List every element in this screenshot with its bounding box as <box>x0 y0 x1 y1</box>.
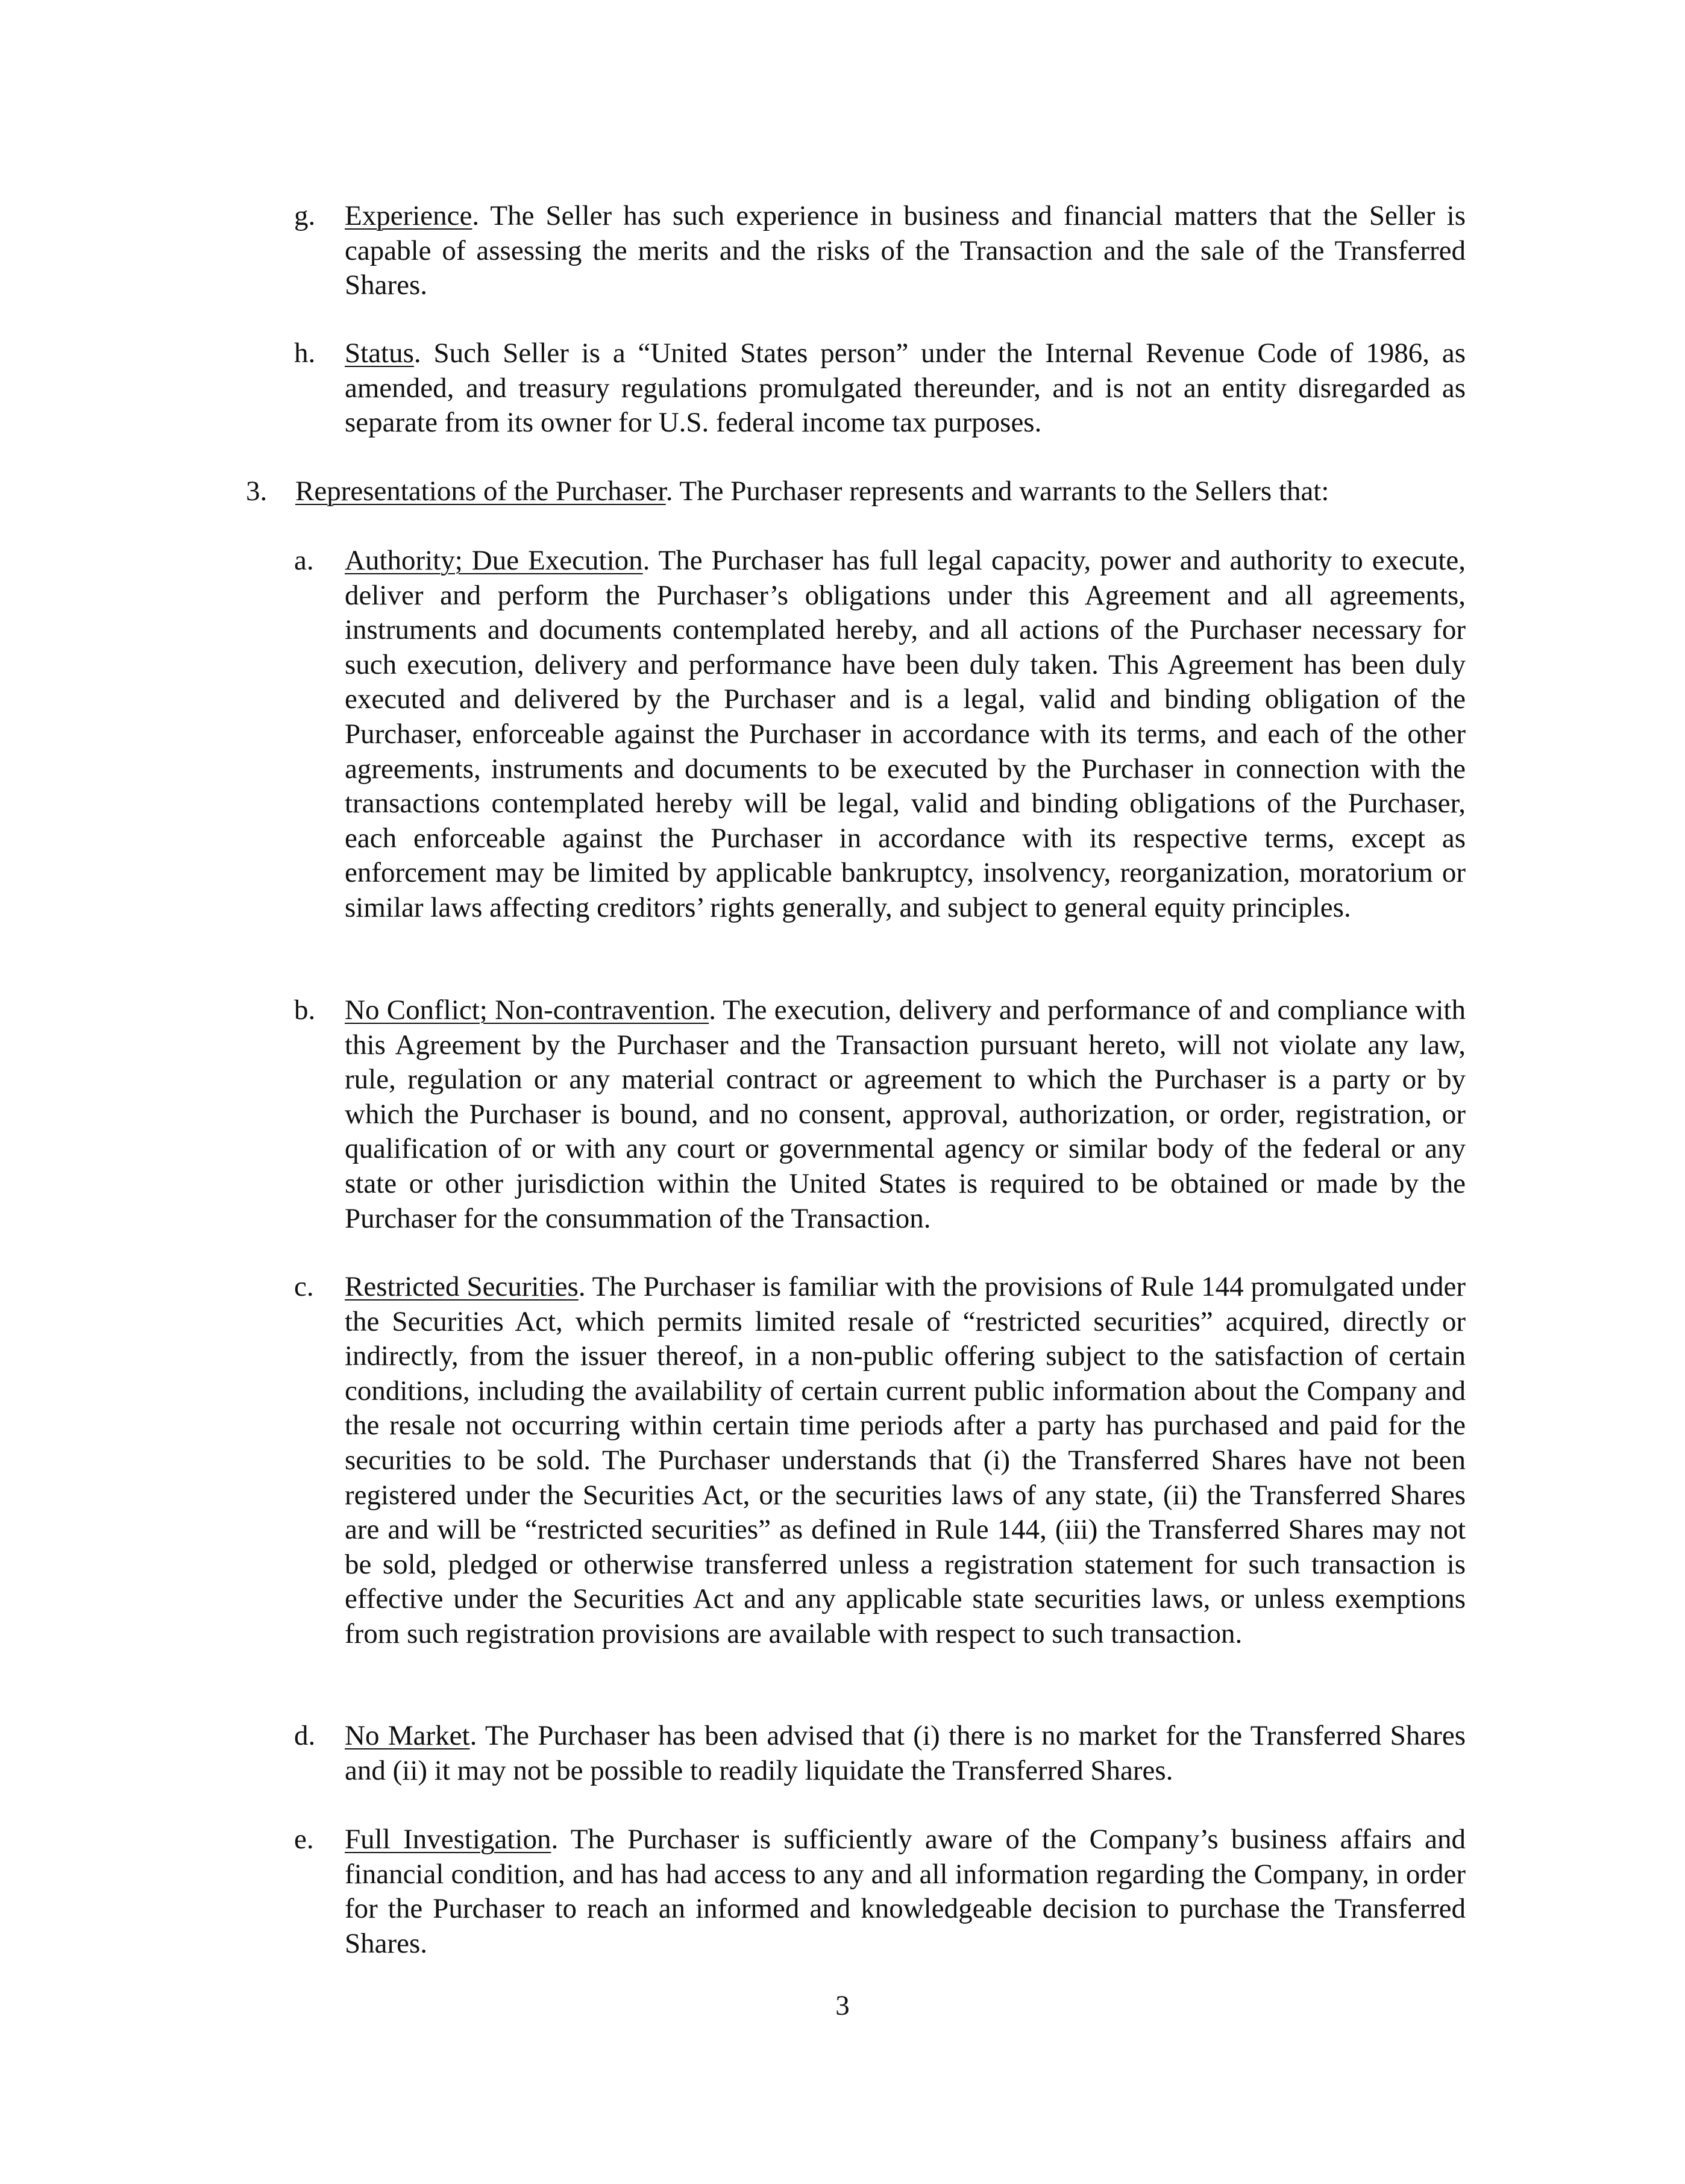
subitem-c-heading: Restricted Securities <box>345 1271 579 1302</box>
subitem-d-paragraph <box>345 1719 1466 1788</box>
section-3-paragraph <box>295 474 1470 509</box>
subitem-a-heading: Authority; Due Execution <box>345 545 643 576</box>
subitem-e-paragraph <box>345 1822 1466 1961</box>
item-g-label: g. <box>294 200 316 231</box>
subitem-a-text: . The Purchaser has full legal capacity, power and authority to execute, deliver and perform the Purchaser’s obligations under this Agreement and all agreements, instruments and documents contemplated hereby, and all actions of the Purchaser necessary for such execution, delivery and performance have been duly taken. This Agreement has been duly executed and delivered by the Purchaser and is a legal, valid and binding obligation of the Purchaser, enforceable against the Purchaser in accordance with its terms, and each of the other agreements, instruments and documents to be executed by the Purchaser in connection with the transactions contemplated hereby will be legal, valid and binding obligations of the Purchaser, each enforceable against the Purchaser in accordance with its respective terms, except as enforcement may be limited by applicable bankruptcy, insolvency, reorganization, moratorium or similar laws affecting creditors’ rights generally, and subject to general equity principles. <box>345 545 1466 923</box>
subitem-d-text: . The Purchaser has been advised that (i) there is no market for the Transferred Shares and (ii) it may not be possible to readily liquidate the Transferred Shares. <box>345 1720 1466 1786</box>
section-3-label: 3. <box>246 475 268 507</box>
section-3-heading: Representations of the Purchaser <box>295 475 666 507</box>
subitem-b-heading: No Conflict; Non-contravention <box>345 994 709 1026</box>
subitem-c-label: c. <box>294 1271 314 1302</box>
subitem-e-heading: Full Investigation <box>345 1824 551 1855</box>
subitem-d-heading: No Market <box>345 1720 470 1751</box>
subitem-e-text: . The Purchaser is sufficiently aware of the Company’s business affairs and financial condition, and has had access to any and all information regarding the Company, in order for the Purchaser to reach an informed and knowledgeable decision to purchase the Transferred Shares. <box>345 1824 1466 1959</box>
page-number: 3 <box>835 1990 850 2021</box>
subitem-c-text: . The Purchaser is familiar with the provisions of Rule 144 promulgated under the Securities Act, which permits limited resale of “restricted securities” acquired, directly or indirectly, from the issuer thereof, in a non-public offering subject to the satisfaction of certain conditions, including the availability of certain current public information about the Company and the resale not occurring within certain time periods after a party has purchased and paid for the securities to be sold. The Purchaser understands that (i) the Transferred Shares have not been registered under the Securities Act, or the securities laws of any state, (ii) the Transferred Shares are and will be “restricted securities” as defined in Rule 144, (iii) the Transferred Shares may not be sold, pledged or otherwise transferred unless a registration statement for such transaction is effective under the Securities Act and any applicable state securities laws, or unless exemptions from such registration provisions are available with respect to such transaction. <box>345 1271 1466 1649</box>
subitem-e-label: e. <box>294 1824 314 1855</box>
subitem-a-paragraph <box>345 544 1466 926</box>
item-h-paragraph <box>345 336 1466 441</box>
item-g-text: . The Seller has such experience in business and financial matters that the Seller is capable of assessing the merits and the risks of the Transaction and the sale of the Transferred Shares. <box>345 200 1466 301</box>
item-g-heading: Experience <box>345 200 472 231</box>
item-h-label: h. <box>294 337 316 369</box>
subitem-b-text: . The execution, delivery and performance of and compliance with this Agreement by the Purchaser and the Transaction pursuant hereto, will not violate any law, rule, regulation or any material contract or agreement to which the Purchaser is a party or by which the Purchaser is bound, and no consent, approval, authorization, or order, registration, or qualification of or with any court or governmental agency or similar body of the federal or any state or other jurisdiction within the United States is required to be obtained or made by the Purchaser for the consummation of the Transaction. <box>345 994 1466 1234</box>
item-g-paragraph <box>345 199 1466 303</box>
subitem-d-label: d. <box>294 1720 316 1751</box>
item-h-heading: Status <box>345 337 414 369</box>
item-h-text: . Such Seller is a “United States person” under the Internal Revenue Code of 1986, as amended, and treasury regulations promulgated thereunder, and is not an entity disregarded as separate from its owner for U.S. federal income tax purposes. <box>345 337 1466 439</box>
subitem-c-paragraph <box>345 1270 1466 1652</box>
subitem-a-label: a. <box>294 545 314 576</box>
subitem-b-label: b. <box>294 994 316 1026</box>
section-3-text: . The Purchaser represents and warrants to the Sellers that: <box>665 475 1329 507</box>
subitem-b-paragraph <box>345 993 1466 1236</box>
